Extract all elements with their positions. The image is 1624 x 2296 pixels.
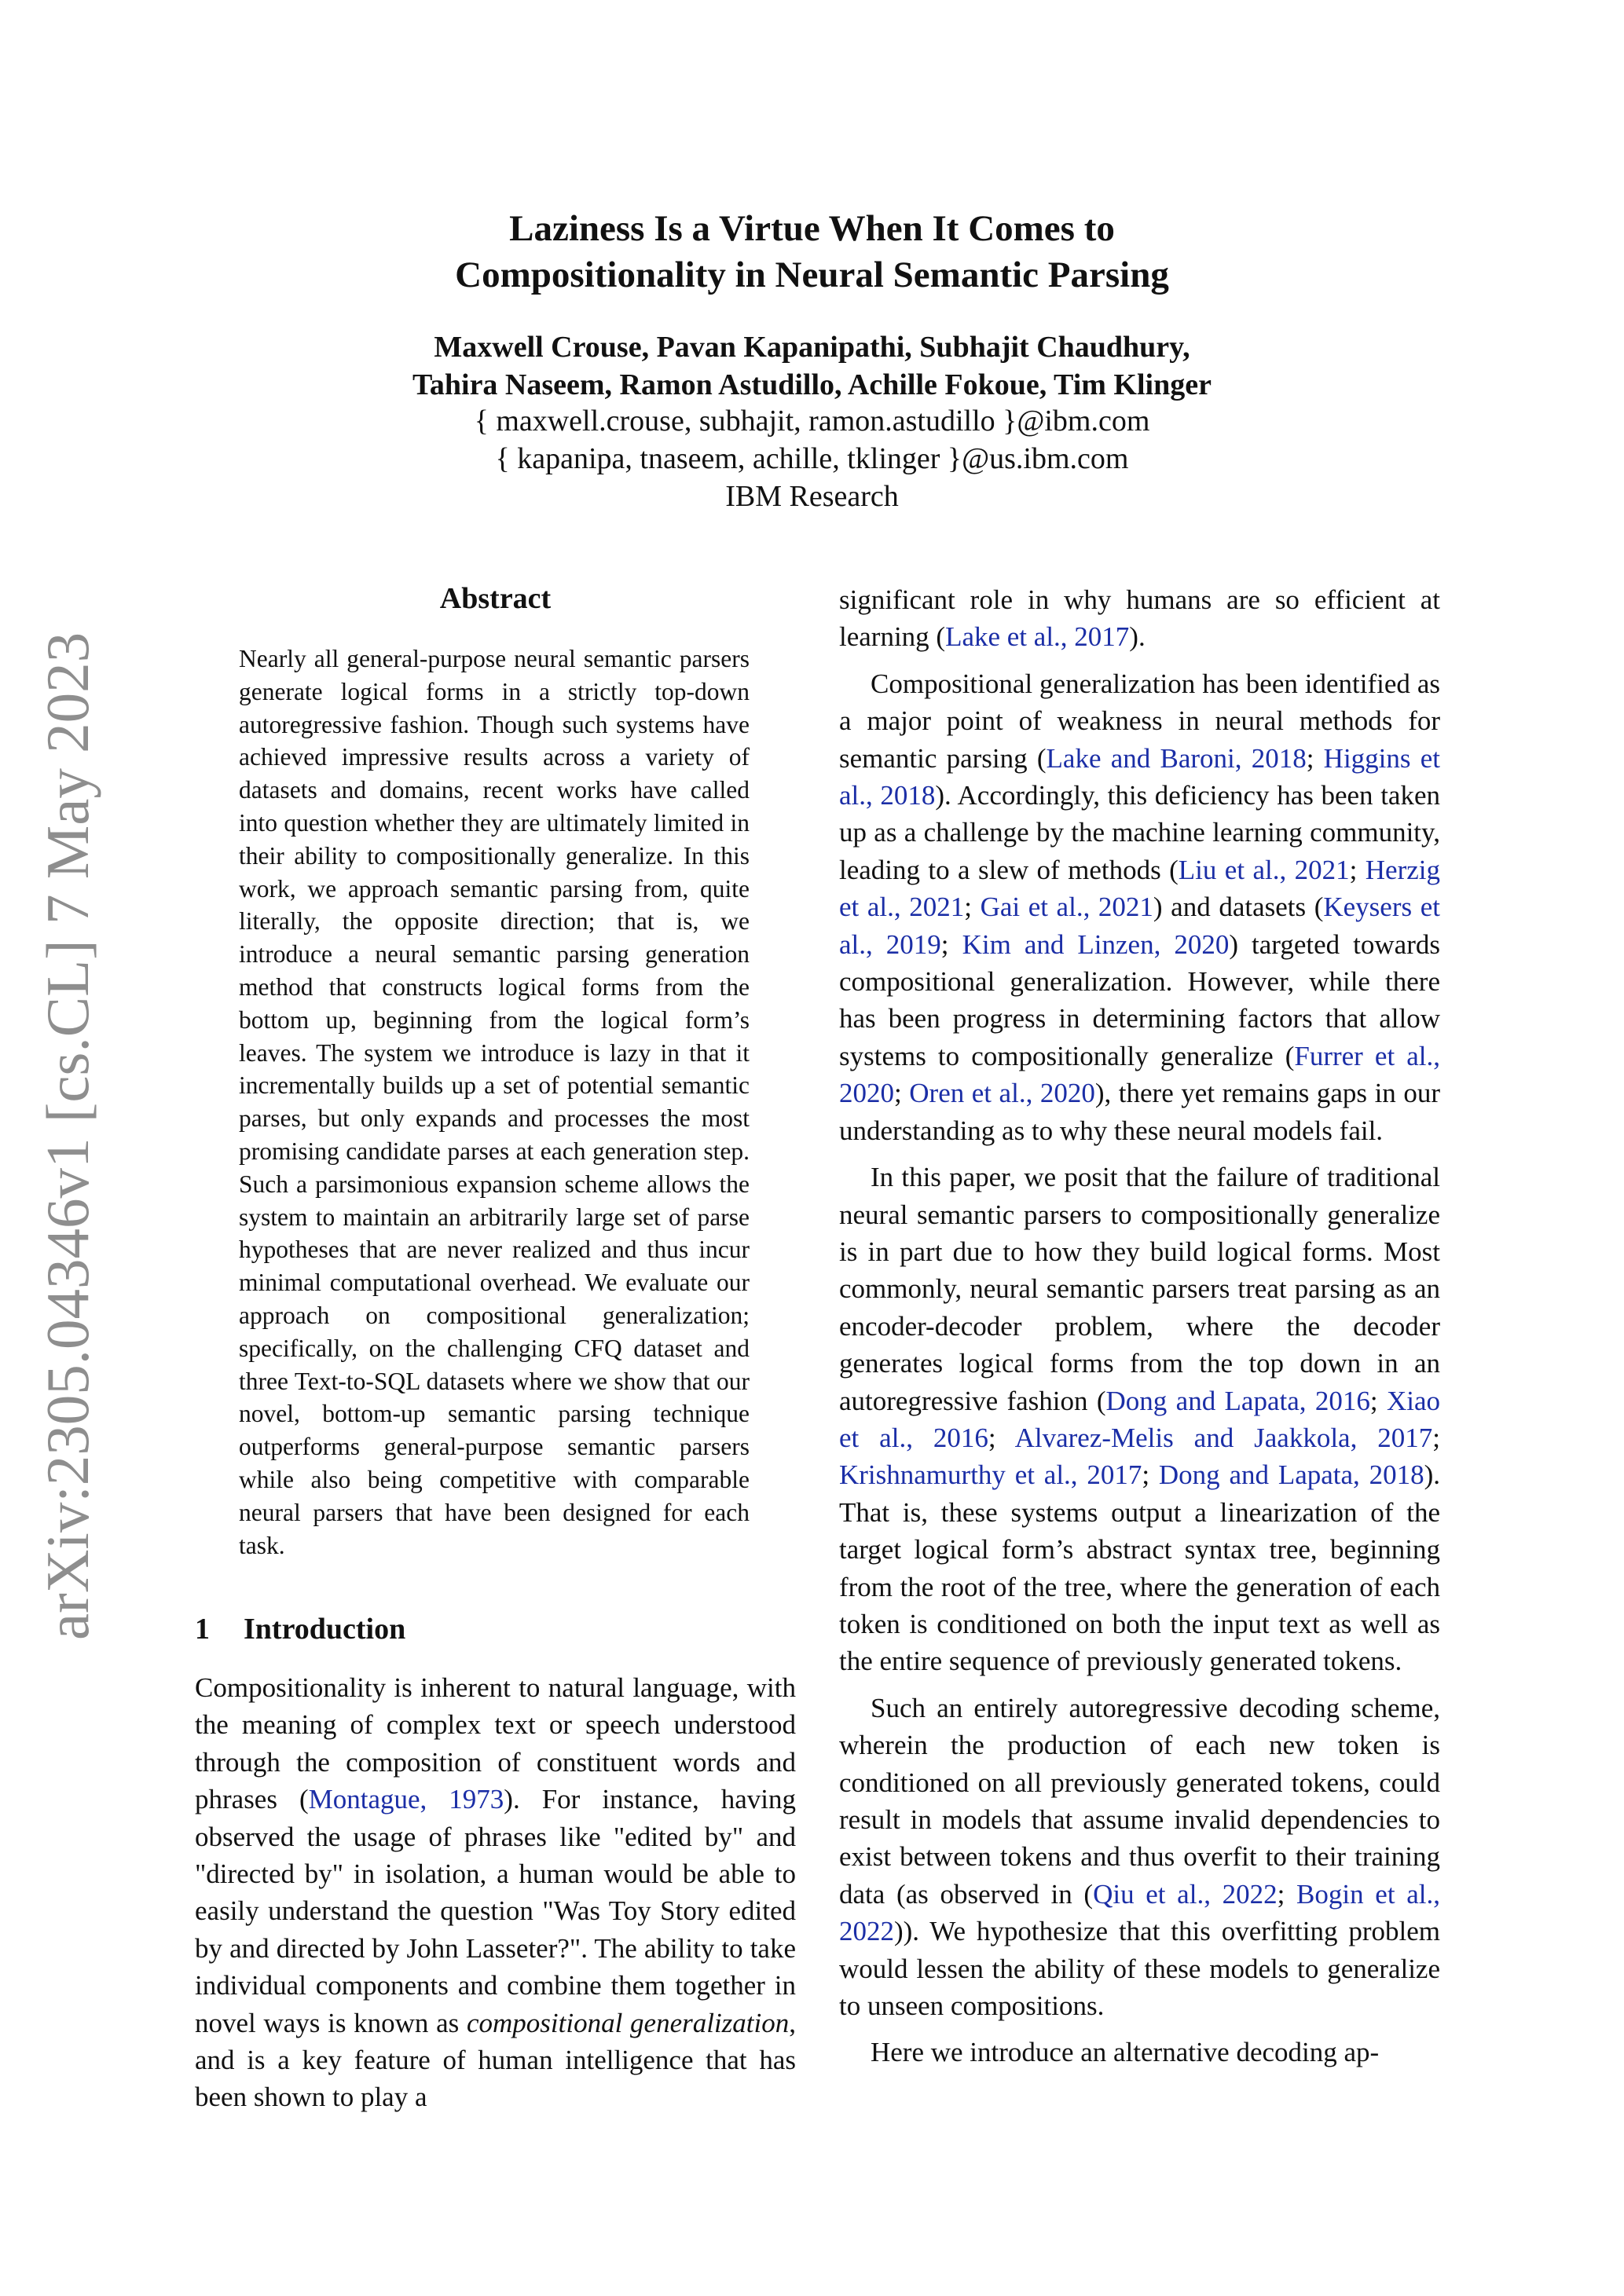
citation-link[interactable]: Dong and Lapata, 2016	[1105, 1385, 1370, 1416]
citation-link[interactable]: Montague, 1973	[308, 1784, 504, 1815]
text-run: ;	[940, 928, 962, 960]
intro-paragraph-1-continued	[839, 581, 1440, 656]
text-run: ;	[1432, 1422, 1440, 1453]
text-run: Compositional generalization has been identified as a major point of weakness in neural methods for semantic parsing (	[839, 668, 1440, 774]
citation-link[interactable]: Bogin et al., 2022	[839, 1878, 1440, 1947]
intro-column-left	[195, 1669, 796, 2116]
arxiv-identifier: arXiv:2305.04346v1 [cs.CL] 7 May 2023	[34, 632, 101, 1640]
title-line: Laziness Is a Virtue When It Comes to	[509, 208, 1115, 249]
author-line: Maxwell Crouse, Pavan Kapanipathi, Subhajit Chaudhury,	[434, 331, 1190, 364]
intro-paragraph-4	[839, 1690, 1440, 2025]
intro-paragraph-1: Compositionality is inherent to natural language, with the meaning of complex text or speech understood through the composition of constituent words and phrases (Montague, 1973). For instance, having observed the usage of phrases like "edited by" and "directed by" in isolation, a human would be able to easily understand the question "Was Toy Story edited by and directed by John Lasseter?". The ability to take individual components and combine them together in novel ways is known as compositional generalization, and is a key feature of human intelligence that has been shown to play a	[195, 1672, 796, 2113]
intro-paragraph-5: Here we introduce an alternative decoding ap-	[871, 2037, 1380, 2068]
citation-link[interactable]: Qiu et al., 2022	[1093, 1878, 1278, 1910]
text-run: ) targeted towards compositional generalization. However, while there has been progress in determining factors that allow systems to compositionally generalize (	[839, 928, 1440, 1071]
abstract-body: Nearly all general-purpose neural semantic parsers generate logical forms in a strictly top-down autoregressive fashion. Though such systems have achieved impressive results across a variety of datasets and domains, recent works have called into question whether they are ultimately limited in their ability to compositionally generalize. In this work, we approach semantic parsing from, quite literally, the opposite direction; that is, we introduce a neural semantic parsing generation method that constructs logical forms from the bottom up, beginning from the logical form’s leaves. The system we introduce is lazy in that it incrementally builds up a set of potential semantic parses, but only expands and processes the most promising candidate parses at each generation step. Such a parsimonious expansion scheme allows the system to maintain an arbitrarily large set of parse hypotheses that are never realized and thus incur minimal computational overhead. We evaluate our approach on compositional generalization; specifically, on the challenging CFQ dataset and three Text-to-SQL datasets where we show that our novel, bottom-up semantic parsing technique outperforms general-purpose semantic parsers while also being competitive with comparable neural parsers that have been designed for each task.	[239, 645, 750, 1559]
intro-paragraph-2	[839, 665, 1440, 1149]
text-run: ;	[964, 892, 981, 923]
citation-link[interactable]: Krishnamurthy et al., 2017	[839, 1459, 1142, 1491]
intro-paragraph-3	[839, 1159, 1440, 1680]
citation-link[interactable]: Lake and Baroni, 2018	[1046, 742, 1307, 774]
text-run: ;	[1142, 1459, 1159, 1491]
text-run: ;	[894, 1078, 910, 1109]
text-run: Such an entirely autoregressive decoding scheme, wherein the production of each new token is conditioned on all previously generated tokens, could result in models that assume invalid dependencies to exist between tokens and thus overfit to their training data (as observed in (	[839, 1692, 1440, 1910]
citation-link[interactable]: Higgins et al., 2018	[839, 742, 1440, 811]
citation-link[interactable]: Keysers et al., 2019	[839, 892, 1440, 960]
text-run: ). That is, these systems output a linearization of the target logical form’s abstract syntax tree, beginning from the root of the tree, where the generation of each token is conditioned on both the input text as well as the entire sequence of previously generated tokens.	[839, 1459, 1440, 1677]
citation-link[interactable]: Kim and Linzen, 2020	[962, 928, 1230, 960]
emphasis: compositional generalization	[467, 2007, 790, 2038]
citation-link[interactable]: Herzig et al., 2021	[839, 854, 1440, 923]
citation-link[interactable]: Liu et al., 2021	[1178, 854, 1350, 885]
text-run: In this paper, we posit that the failure of traditional neural semantic parsers to compositionally generalize is in part due to how they build logical forms. Most commonly, neural semantic parsers treat parsing as an encoder-decoder problem, where the decoder generates logical forms from the top down in an autoregressive fashion (	[839, 1162, 1440, 1416]
citation-link[interactable]: Furrer et al., 2020	[839, 1040, 1440, 1109]
text-run: significant role in why humans are so efficient at learning (	[839, 584, 1440, 653]
text-run: ) and datasets (	[1153, 892, 1324, 923]
text-run: ;	[1349, 854, 1366, 885]
abstract-heading: Abstract	[439, 582, 552, 615]
text-run: ), there yet remains gaps in our understanding as to why these neural models fail.	[839, 1078, 1440, 1146]
author-line: Tahira Naseem, Ramon Astudillo, Achille Fokoue, Tim Klinger	[412, 368, 1212, 401]
text-run: ;	[1369, 1385, 1387, 1416]
institution: IBM Research	[725, 480, 899, 513]
text-run: ).	[1129, 621, 1146, 653]
author-list	[236, 328, 1388, 404]
intro-column-right	[839, 581, 1440, 2071]
email-line: { kapanipa, tnaseem, achille, tklinger }@us.ibm.com	[495, 442, 1129, 475]
citation-link[interactable]: Dong and Lapata, 2018	[1158, 1459, 1424, 1491]
section-number: 1	[195, 1613, 210, 1646]
citation-link[interactable]: Oren et al., 2020	[909, 1078, 1095, 1109]
text-run: )). We hypothesize that this overfitting problem would lessen the ability of these models to generalize to unseen compositions.	[839, 1916, 1440, 2022]
affiliations	[236, 402, 1388, 515]
citation-link[interactable]: Gai et al., 2021	[980, 892, 1153, 923]
citation-link[interactable]: Lake et al., 2017	[945, 621, 1130, 653]
citation-link[interactable]: Xiao et al., 2016	[839, 1385, 1440, 1453]
email-line: { maxwell.crouse, subhajit, ramon.astudillo }@ibm.com	[474, 405, 1150, 438]
text-run: ). Accordingly, this deficiency has been taken up as a challenge by the machine learning community, leading to a slew of methods (	[839, 780, 1440, 885]
title-line: Compositionality in Neural Semantic Parsing	[455, 255, 1169, 295]
text-run: ;	[988, 1422, 1015, 1453]
paper-title	[236, 206, 1388, 298]
text-run: ;	[1306, 742, 1324, 774]
section-heading-introduction	[195, 1612, 405, 1646]
text-run: ;	[1277, 1878, 1297, 1910]
citation-link[interactable]: Alvarez-Melis and Jaakkola, 2017	[1014, 1422, 1433, 1453]
section-title: Introduction	[244, 1613, 406, 1646]
